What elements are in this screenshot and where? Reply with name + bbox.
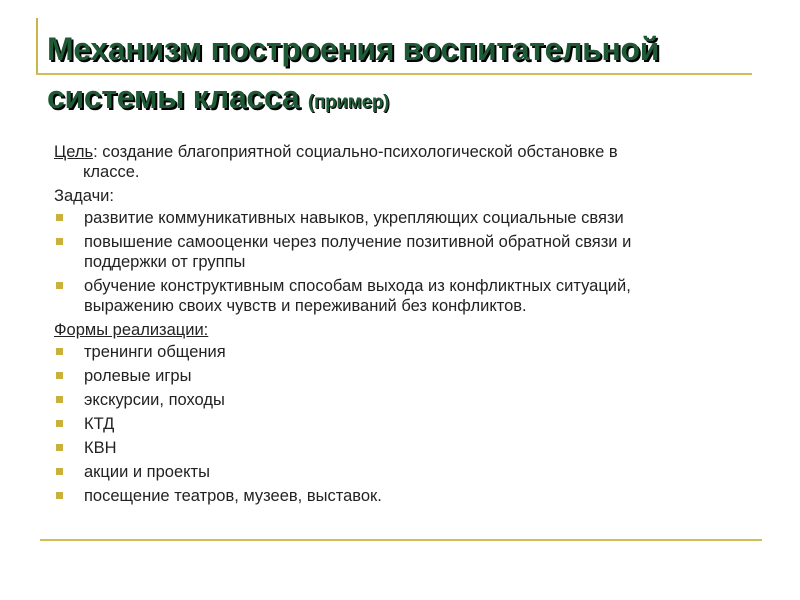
square-bullet-icon [56,238,63,245]
square-bullet-icon [56,420,63,427]
task-text-continued: поддержки от группы [84,253,246,271]
list-item [54,438,774,458]
list-item [54,276,774,316]
title-line-1: Механизм построения воспитательной [47,31,660,67]
slide-title [47,25,767,127]
form-text: КВН [84,439,117,457]
title-line-2-main: системы класса [47,79,300,115]
square-bullet-icon [56,468,63,475]
square-bullet-icon [56,282,63,289]
form-text: КТД [84,415,115,433]
list-item [54,232,774,272]
task-text: развитие коммуникативных навыков, укрепляющих социальные связи [84,209,624,227]
list-item [54,366,774,386]
forms-list [54,342,774,506]
task-text: повышение самооценки через получение позитивной обратной связи и [84,233,632,251]
frame-vertical-line [36,18,38,74]
list-item [54,486,774,506]
forms-heading-text: Формы реализации: [54,321,209,339]
form-text: акции и проекты [84,463,210,481]
form-text: ролевые игры [84,367,192,385]
form-text: экскурсии, походы [84,391,225,409]
tasks-list [54,208,774,316]
title-line-2 [47,73,767,127]
list-item [54,414,774,434]
square-bullet-icon [56,214,63,221]
goal-label: Цель [54,143,94,161]
form-text: посещение театров, музеев, выставок. [84,487,382,505]
tasks-heading: Задачи: [54,187,114,205]
list-item [54,390,774,410]
goal-text: : создание благоприятной социально-психологической обстановке в [93,143,618,161]
list-item [54,462,774,482]
list-item [54,208,774,228]
square-bullet-icon [56,372,63,379]
slide-body [54,142,774,510]
forms-heading [54,320,774,340]
square-bullet-icon [56,396,63,403]
footer-divider-line [40,539,762,541]
task-text: обучение конструктивным способам выхода из конфликтных ситуаций, [84,277,631,295]
goal-text-continued: классе. [83,163,140,181]
square-bullet-icon [56,444,63,451]
task-text-continued: выражению своих чувств и переживаний без конфликтов. [84,297,527,315]
square-bullet-icon [56,348,63,355]
square-bullet-icon [56,492,63,499]
goal-paragraph [54,142,774,182]
title-note: (пример) [307,92,390,113]
form-text: тренинги общения [84,343,226,361]
list-item [54,342,774,362]
